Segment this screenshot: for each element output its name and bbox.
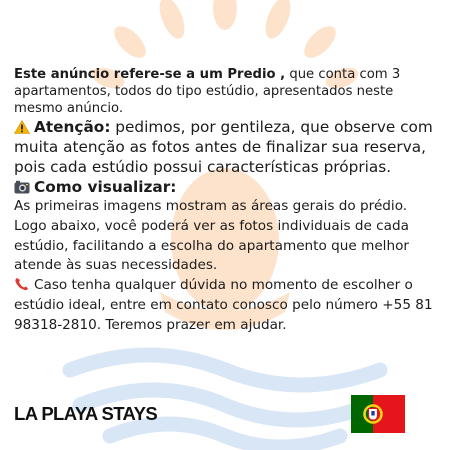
attention-text: pedimos, por gentileza, que observe com muita atenção as fotos antes de finalizar sua reserva, pois cada estúdio possui características próprias. [14,118,433,176]
phone-icon [14,277,30,291]
portugal-flag-icon [351,395,405,433]
intro-bold-text: Este anúncio refere-se a um Predio , [14,67,286,82]
intro-paragraph [14,66,440,117]
how-to-view-text: As primeiras imagens mostram as áreas gerais do prédio. Logo abaixo, você poderá ver as fotos individuais de cada estúdio, facilitando a escolha do apartamento que melhor atende às suas necessidades. [14,198,409,274]
contact-paragraph [14,276,440,335]
attention-paragraph [14,117,440,177]
attention-label: Atenção: [34,118,111,136]
brand-name: LA PLAYA STAYS [14,403,158,424]
intro-text: que conta com 3 apartamentos, todos do tipo estúdio, apresentados neste mesmo anúncio. [14,67,401,116]
camera-icon [14,180,30,194]
how-to-view-title: Como visualizar: [34,178,177,196]
warning-icon [14,120,30,134]
description-content [14,66,440,336]
how-to-view-heading [14,177,440,197]
contact-text: Caso tenha qualquer dúvida no momento de escolher o estúdio ideal, entre em contato conosco pelo número +55 81 98318-2810. Teremos prazer em ajudar. [14,277,433,333]
